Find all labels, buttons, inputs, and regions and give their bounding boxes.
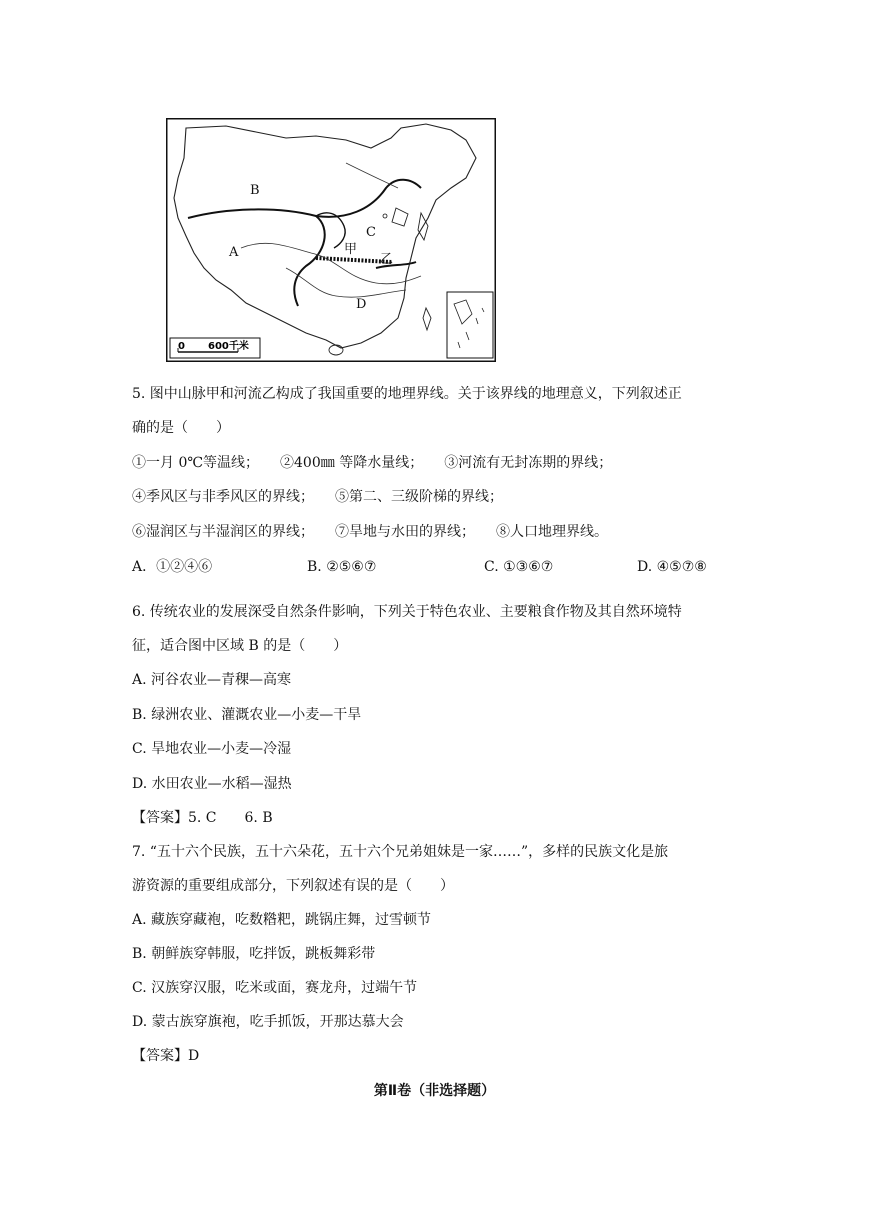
- q7-option-d: D. 蒙古族穿旗袍，吃手抓饭，开那达慕大会: [132, 1014, 404, 1030]
- q6-option-b: B. 绿洲农业、灌溉农业—小麦—干旱: [132, 707, 362, 723]
- q7-stem-line2: 游资源的重要组成部分，下列叙述有误的是（ ）: [132, 878, 454, 894]
- q5-stem-line2: 确的是（ ）: [132, 420, 230, 436]
- q6-option-d: D. 水田农业—水稻—湿热: [132, 776, 292, 792]
- q7-option-b: B. 朝鲜族穿韩服，吃拌饭，跳板舞彩带: [132, 946, 376, 962]
- q6-stem-line2: 征，适合图中区域 B 的是（ ）: [132, 638, 348, 654]
- q5-q6-answer: 【答案】5. C 6. B: [132, 810, 273, 826]
- scale-zero: 0: [178, 341, 185, 352]
- q7-stem-line1: 7. “五十六个民族，五十六朵花，五十六个兄弟姐妹是一家……”，多样的民族文化是旅: [132, 844, 669, 860]
- inset-box: [447, 292, 493, 358]
- section-title: 第Ⅱ卷（非选择题）: [373, 1083, 496, 1099]
- label-yi: 乙: [380, 252, 394, 267]
- china-map: [166, 118, 496, 362]
- q7-option-a: A. 藏族穿藏袍，吃数糌粑，跳锅庄舞，过雪顿节: [132, 912, 432, 928]
- q5-option-d: D. ④⑤⑦⑧: [637, 559, 707, 575]
- q5-stem-line1: 5. 图中山脉甲和河流乙构成了我国重要的地理界线。关于该界线的地理意义，下列叙述正: [132, 386, 682, 402]
- q5-items-line2: ④季风区与非季风区的界线； ⑤第二、三级阶梯的界线；: [132, 489, 503, 505]
- q6-option-a: A. 河谷农业—青稞—高寒: [132, 672, 292, 688]
- map-frame: [167, 119, 496, 362]
- label-c: C: [366, 225, 376, 240]
- label-b: B: [250, 183, 260, 198]
- q6-stem-line1: 6. 传统农业的发展深受自然条件影响，下列关于特色农业、主要粮食作物及其自然环境特: [132, 604, 682, 620]
- q7-answer: 【答案】D: [132, 1048, 200, 1064]
- label-a: A: [229, 245, 239, 260]
- q5-option-a: A．①②④⑥: [132, 559, 213, 575]
- q5-items-line1: ①一月 0℃等温线； ②400㎜ 等降水量线； ③河流有无封冻期的界线；: [132, 455, 613, 471]
- q6-option-c: C. 旱地农业—小麦—冷湿: [132, 741, 292, 757]
- q5-option-b: B. ②⑤⑥⑦: [307, 559, 377, 575]
- q5-items-line3: ⑥湿润区与半湿润区的界线； ⑦旱地与水田的界线； ⑧人口地理界线。: [132, 524, 608, 540]
- label-jia: 甲: [344, 242, 358, 257]
- q5-option-c: C. ①③⑥⑦: [484, 559, 554, 575]
- label-d: D: [356, 297, 367, 312]
- scale-text: 600千米: [208, 341, 249, 352]
- q7-option-c: C. 汉族穿汉服，吃米或面，赛龙舟，过端午节: [132, 980, 418, 996]
